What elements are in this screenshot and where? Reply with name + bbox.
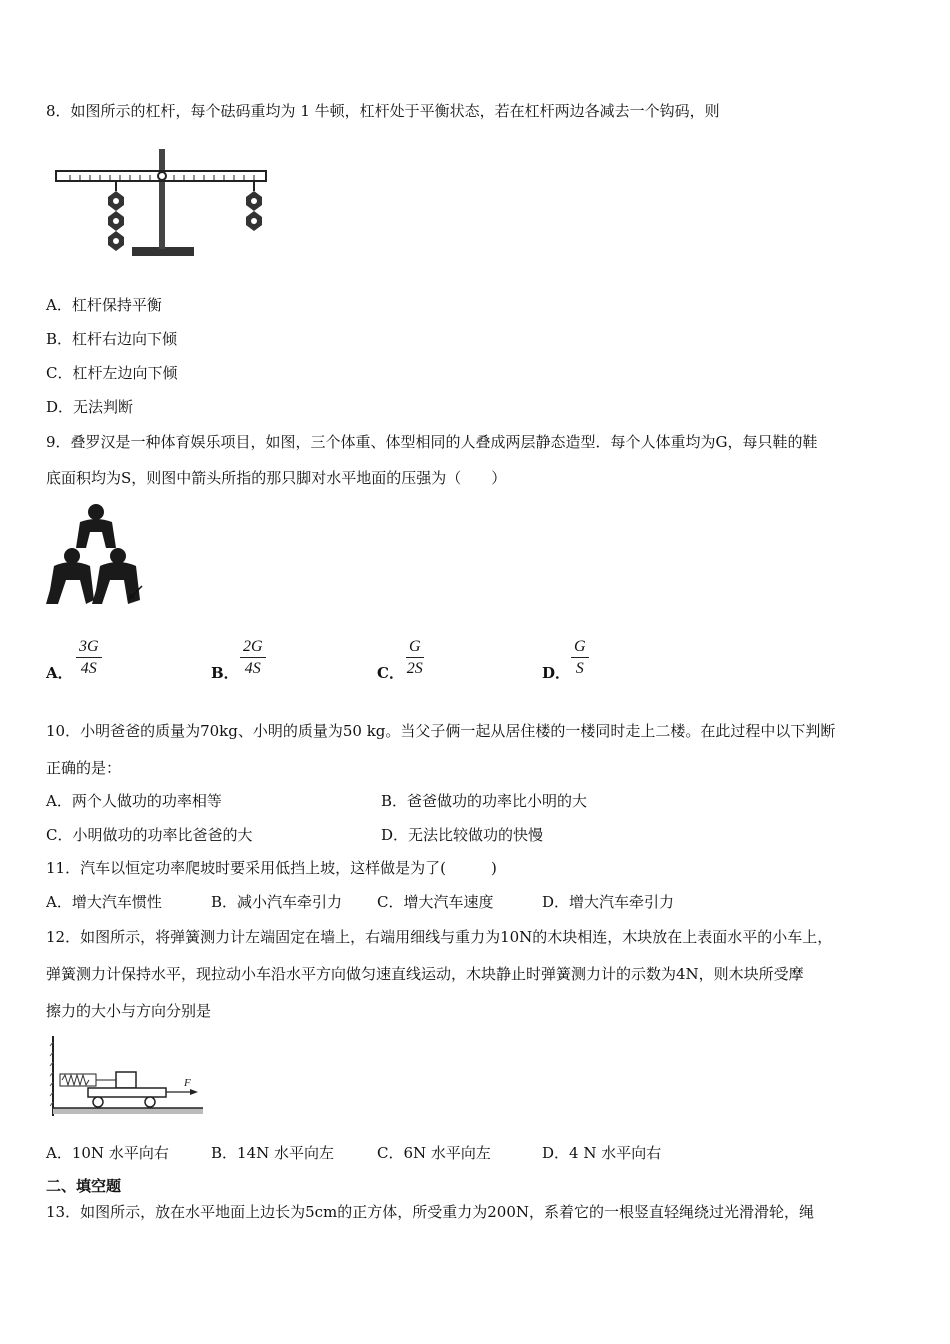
spring-cart-figure — [50, 1036, 210, 1118]
q12-option-c: C．6N 水平向左 — [377, 1144, 491, 1162]
q9-option-a-letter: A． — [46, 664, 73, 682]
q11-option-a: A．增大汽车惯性 — [46, 893, 162, 911]
q9-option-c-denominator: 2S — [406, 660, 423, 677]
q9-option-a-denominator: 4S — [80, 660, 97, 677]
q9-stem-line2: 底面积均为S，则图中箭头所指的那只脚对水平地面的压强为（ ） — [46, 469, 507, 487]
q10-stem-line1: 10．小明爸爸的质量为70kg、小明的质量为50 kg。当父子俩一起从居住楼的一楼同时走上二楼。在此过程中以下判断 — [46, 722, 836, 740]
q9-option-d-denominator: S — [575, 660, 584, 677]
q9-option-c-letter: C． — [377, 664, 404, 682]
q9-option-b-denominator: 4S — [244, 660, 261, 677]
q8-option-d: D．无法判断 — [46, 398, 134, 416]
q11-option-d: D．增大汽车牵引力 — [542, 893, 675, 911]
q9-option-c-numerator: G — [406, 638, 424, 658]
q8-option-a: A．杠杆保持平衡 — [46, 296, 162, 314]
q13-stem: 13．如图所示，放在水平地面上边长为5cm的正方体，所受重力为200N，系着它的一根竖直轻绳绕过光滑滑轮，绳 — [46, 1203, 815, 1221]
q10-option-c: C．小明做功的功率比爸爸的大 — [46, 826, 253, 844]
q11-stem: 11．汽车以恒定功率爬坡时要采用低挡上坡，这样做是为了( ) — [46, 859, 497, 877]
q12-option-a: A．10N 水平向右 — [46, 1144, 169, 1162]
force-label: F — [184, 1077, 191, 1089]
q10-stem-line2: 正确的是： — [46, 759, 122, 777]
section-heading: 二、填空题 — [46, 1177, 122, 1195]
q10-option-b: B．爸爸做功的功率比小明的大 — [381, 792, 588, 810]
q9-option-a-fraction — [76, 638, 102, 678]
q11-option-c: C．增大汽车速度 — [377, 893, 494, 911]
q9-stem-line1: 9．叠罗汉是一种体育娱乐项目，如图，三个体重、体型相同的人叠成两层静态造型．每个人体重均为G，每只鞋的鞋 — [46, 433, 818, 451]
q12-option-d: D．4 N 水平向右 — [542, 1144, 662, 1162]
q9-option-d-letter: D． — [542, 664, 571, 682]
q10-option-d: D．无法比较做功的快慢 — [381, 826, 544, 844]
q8-option-c: C．杠杆左边向下倾 — [46, 364, 178, 382]
q11-option-b: B．减小汽车牵引力 — [211, 893, 343, 911]
q10-option-a: A．两个人做功的功率相等 — [46, 792, 222, 810]
q8-stem: 8．如图所示的杠杆，每个砝码重均为 1 牛顿，杠杆处于平衡状态，若在杠杆两边各减去一个钩码，则 — [46, 102, 720, 120]
q12-stem-line3: 擦力的大小与方向分别是 — [46, 1002, 212, 1020]
q9-option-b-fraction — [240, 638, 266, 678]
q12-stem-line2: 弹簧测力计保持水平，现拉动小车沿水平方向做匀速直线运动，木块静止时弹簧测力计的示数为4N，则木块所受摩 — [46, 965, 804, 983]
q9-option-b-letter: B． — [211, 664, 239, 682]
q8-option-b: B．杠杆右边向下倾 — [46, 330, 178, 348]
q12-stem-line1: 12．如图所示，将弹簧测力计左端固定在墙上，右端用细线与重力为10N的木块相连，木块放在上表面水平的小车上， — [46, 928, 833, 946]
q12-option-b: B．14N 水平向左 — [211, 1144, 335, 1162]
q9-option-d-fraction — [571, 638, 589, 678]
q9-option-d-numerator: G — [571, 638, 589, 658]
q9-option-a-numerator: 3G — [76, 638, 102, 658]
lever-figure — [54, 147, 269, 262]
q9-option-c-fraction — [406, 638, 424, 678]
q9-option-b-numerator: 2G — [240, 638, 266, 658]
human-pyramid-figure — [44, 500, 154, 612]
